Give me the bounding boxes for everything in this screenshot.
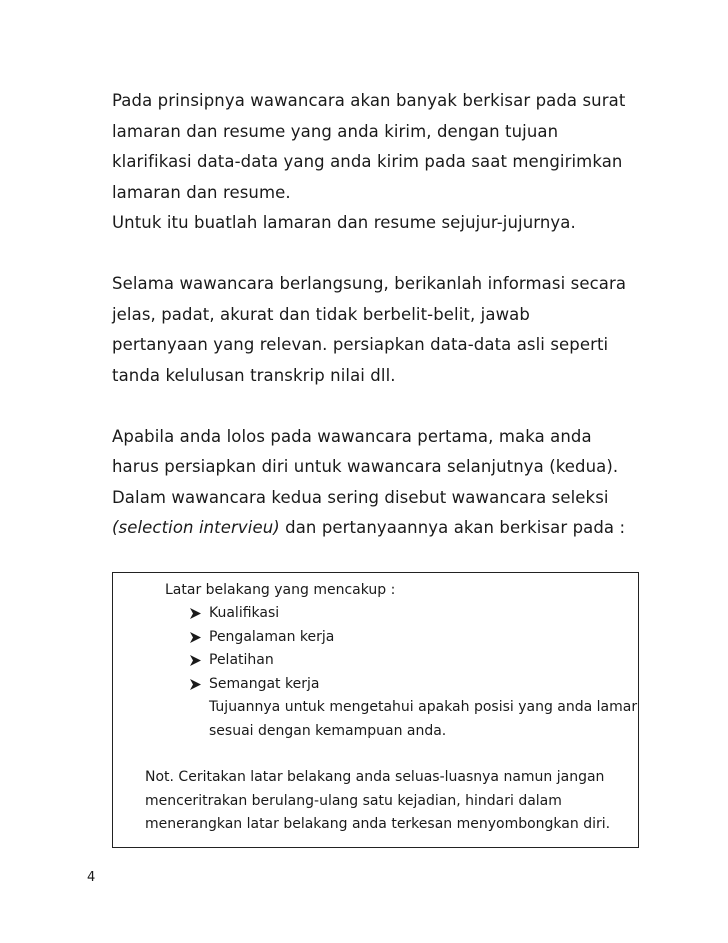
arrow-bullet-icon xyxy=(189,607,209,620)
text-line: harus persiapkan diri untuk wawancara selanjutnya (kedua). xyxy=(112,457,619,476)
paragraph-2 xyxy=(112,269,652,391)
text-line-mixed xyxy=(112,513,652,544)
text-line: lamaran dan resume. xyxy=(112,182,291,202)
text-line-rest: dan pertanyaannya akan berkisar pada : xyxy=(279,518,626,537)
text-line: sesuai dengan kemampuan anda. xyxy=(209,722,447,739)
text-line: menceritrakan berulang-ulang satu kejadian, hindari dalam xyxy=(145,792,562,809)
list-item-label: Pengalaman kerja xyxy=(209,628,335,645)
text-line: Apabila anda lolos pada wawancara pertama, maka anda xyxy=(112,426,592,446)
text-line: Not. Ceritakan latar belakang anda seluas-luasnya namun jangan xyxy=(145,769,605,785)
paragraph-1 xyxy=(112,86,652,239)
text-line: Tujuannya untuk mengetahui apakah posisi yang anda lamar xyxy=(209,699,638,715)
text-line: Untuk itu buatlah lamaran dan resume sejujur-jujurnya. xyxy=(112,213,576,232)
text-line: Dalam wawancara kedua sering disebut wawancara seleksi xyxy=(112,487,609,507)
paragraph-3 xyxy=(112,422,652,544)
list-item-label: Pelatihan xyxy=(209,652,274,668)
text-line: lamaran dan resume yang anda kirim, dengan tujuan xyxy=(112,121,559,141)
info-box xyxy=(112,572,639,848)
text-line: klarifikasi data-data yang anda kirim pada saat mengirimkan xyxy=(112,152,623,171)
list-item-label: Kualifikasi xyxy=(209,605,280,621)
text-line: Selama wawancara berlangsung, berikanlah informasi secara xyxy=(112,274,627,293)
body-text xyxy=(112,86,652,544)
list-item xyxy=(189,626,334,650)
text-line: pertanyaan yang relevan. persiapkan data-data asli seperti xyxy=(112,335,609,354)
list-item xyxy=(189,673,334,697)
arrow-bullet-icon xyxy=(189,631,209,644)
paragraph-gap xyxy=(112,239,652,270)
note-text xyxy=(145,766,610,837)
arrow-bullet-icon xyxy=(189,654,209,667)
text-line: jelas, padat, akurat dan tidak berbelit-belit, jawab xyxy=(112,304,530,324)
list-item-label: Semangat kerja xyxy=(209,675,320,692)
list-item xyxy=(189,602,334,626)
text-line: tanda kelulusan transkrip nilai dll. xyxy=(112,365,396,385)
arrow-bullet-icon xyxy=(189,678,209,691)
page-number: 4 xyxy=(87,870,96,885)
purpose-text xyxy=(209,696,637,743)
paragraph-gap xyxy=(112,391,652,422)
text-line: Pada prinsipnya wawancara akan banyak berkisar pada surat xyxy=(112,91,626,110)
italic-term: (selection intervieu) xyxy=(112,518,280,537)
text-line: menerangkan latar belakang anda terkesan menyombongkan diri. xyxy=(145,816,611,832)
bullet-list xyxy=(189,602,334,696)
list-item xyxy=(189,649,334,673)
box-heading: Latar belakang yang mencakup : xyxy=(165,582,396,598)
